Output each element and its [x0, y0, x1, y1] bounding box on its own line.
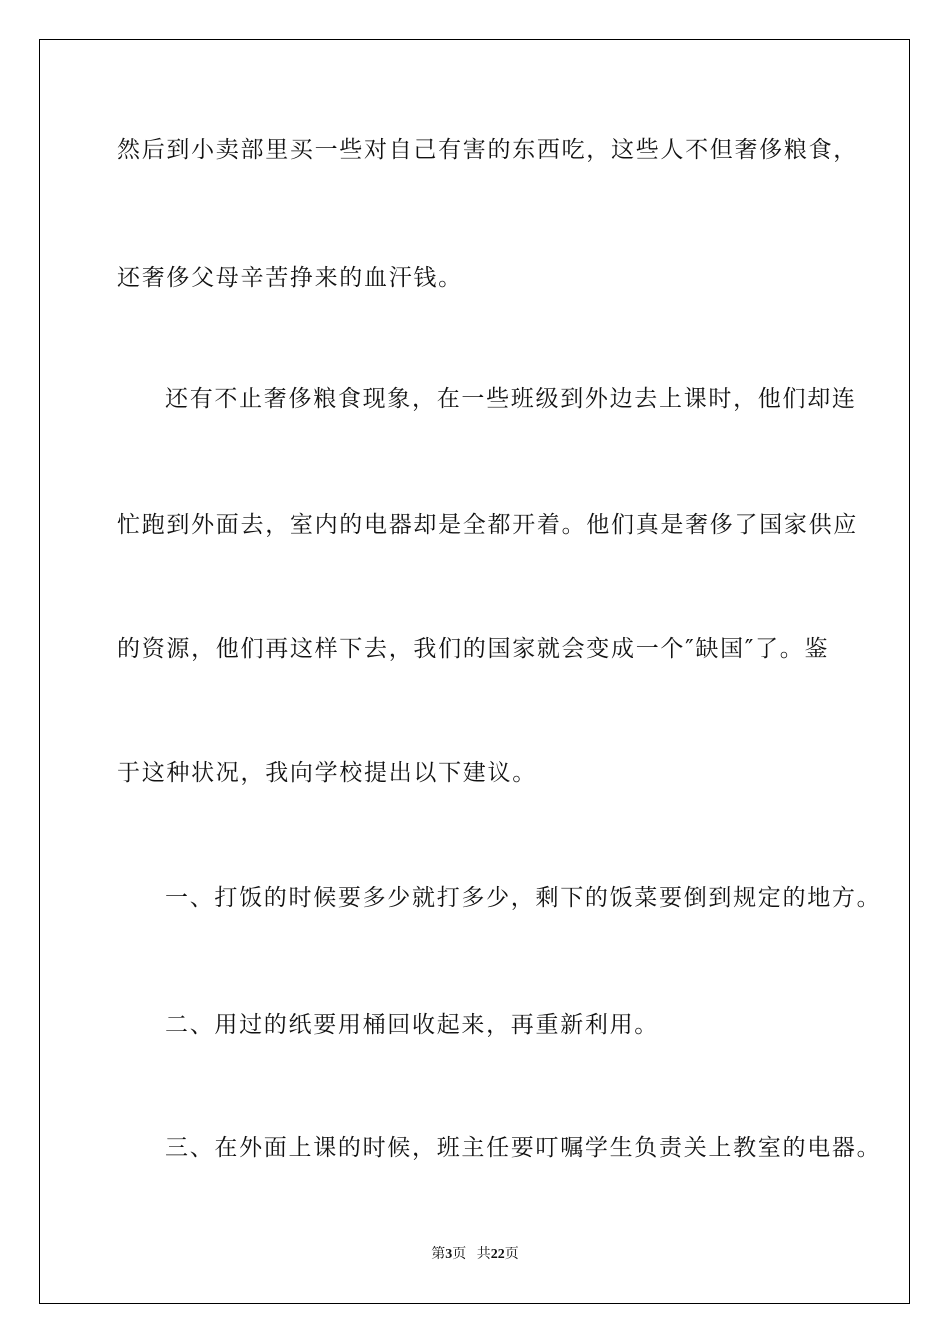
body-text-line: 于这种状况，我向学校提出以下建议。: [117, 760, 537, 786]
body-text-line: 二、用过的纸要用桶回收起来，再重新利用。: [165, 1012, 659, 1038]
page-prefix: 第: [431, 1247, 446, 1262]
total-suffix: 页: [504, 1247, 519, 1262]
page-border: [39, 39, 910, 1304]
total-pages: 22: [490, 1247, 505, 1262]
body-text-line: 还有不止奢侈粮食现象，在一些班级到外边去上课时，他们却连: [165, 386, 857, 412]
body-text-line: 然后到小卖部里买一些对自己有害的东西吃，这些人不但奢侈粮食，: [117, 137, 858, 163]
body-text-line: 还奢侈父母辛苦挣来的血汗钱。: [117, 265, 463, 291]
total-prefix: 共: [476, 1247, 491, 1262]
body-text-line: 一、打饭的时候要多少就打多少，剩下的饭菜要倒到规定的地方。: [165, 885, 882, 911]
body-text-line: 的资源，他们再这样下去，我们的国家就会变成一个″缺国″了。鉴: [117, 636, 830, 662]
page-suffix: 页: [452, 1247, 467, 1262]
page-number: 3: [445, 1247, 453, 1262]
body-text-line: 忙跑到外面去，室内的电器却是全都开着。他们真是奢侈了国家供应: [117, 512, 858, 538]
body-text-line: 三、在外面上课的时候，班主任要叮嘱学生负责关上教室的电器。: [165, 1135, 882, 1161]
page-footer: [0, 1245, 950, 1265]
